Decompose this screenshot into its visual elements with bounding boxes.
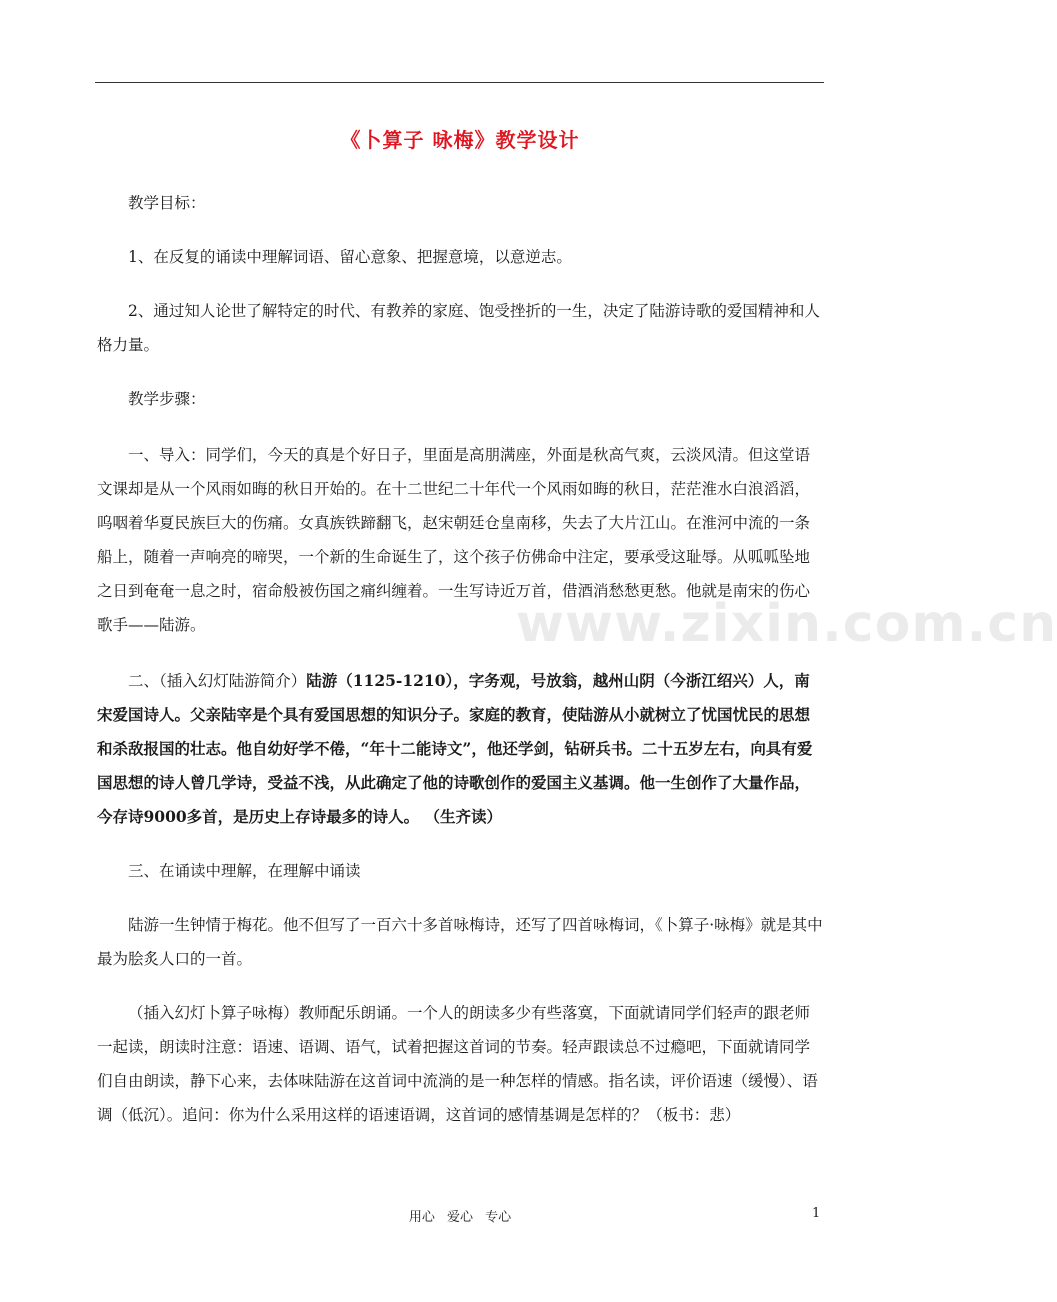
step-1-intro: 一、导入：同学们，今天的真是个好日子，里面是高朋满座，外面是秋高气爽，云淡风清。但这堂语文课却是从一个风雨如晦的秋日开始的。在十二世纪二十年代一个风雨如晦的秋日，茫茫淮水白浪滔滔，呜咽着华夏民族巨大的伤痛。女真族铁蹄翻飞，赵宋朝廷仓皇南移，失去了大片江山。在淮河中流的一条船上，随着一声响亮的啼哭，一个新的生命诞生了，这个孩子仿佛命中注定，要承受这耻辱。从呱呱坠地之日到奄奄一息之时，宿命般被伤国之痛纠缠着。一生写诗近万首，借酒消愁愁更愁。他就是南宋的伤心歌手——陆游。 — [97, 446, 811, 634]
step-3-heading: 三、在诵读中理解，在理解中诵读 — [128, 862, 361, 880]
steps-heading: 教学步骤： — [128, 390, 206, 408]
document-title: 《卜算子 咏梅》教学设计 — [340, 128, 580, 152]
step-2-lead: 二、（插入幻灯陆游简介） — [128, 672, 307, 690]
objective-2: 2、通过知人论世了解特定的时代、有教养的家庭、饱受挫折的一生，决定了陆游诗歌的爱国精神和人格力量。 — [97, 302, 820, 354]
header-rule — [95, 82, 824, 83]
step-2-body: 陆游（1125-1210），字务观，号放翁，越州山阴（今浙江绍兴）人，南宋爱国诗人。父亲陆宰是个具有爱国思想的知识分子。家庭的教育，使陆游从小就树立了忧国忧民的思想和杀敌报国的壮志。他自幼好学不倦，“年十二能诗文”，他还学剑，钻研兵书。二十五岁左右，向具有爱国思想的诗人曾几学诗，受益不浅，从此确定了他的诗歌创作的爱国主义基调。他一生创作了大量作品，今存诗9000多首，是历史上存诗最多的诗人。 （生齐读） — [97, 671, 813, 826]
page-number: 1 — [812, 1206, 821, 1221]
objectives-heading: 教学目标： — [128, 194, 206, 212]
document-body — [97, 186, 825, 1132]
watermark: www.zixin.com.cn — [516, 594, 1057, 654]
footer-motto: 用心 爱心 专心 — [408, 1210, 512, 1225]
step-2-biography — [97, 664, 825, 834]
paragraph-meihua: 陆游一生钟情于梅花。他不但写了一百六十多首咏梅诗，还写了四首咏梅词，《卜算子·咏梅》就是其中最为脍炙人口的一首。 — [97, 916, 823, 968]
paragraph-reading: （插入幻灯卜算子咏梅）教师配乐朗诵。一个人的朗读多少有些落寞，下面就请同学们轻声的跟老师一起读，朗读时注意：语速、语调、语气，试着把握这首词的节奏。轻声跟读总不过瘾吧，下面就请同学们自由朗读，静下心来，去体味陆游在这首词中流淌的是一种怎样的情感。指名读，评价语速（缓慢）、语调（低沉）。追问：你为什么采用这样的语速语调，这首词的感情基调是怎样的？（板书：悲） — [97, 1004, 818, 1124]
objective-1: 1、在反复的诵读中理解词语、留心意象、把握意境，以意逆志。 — [128, 248, 572, 266]
